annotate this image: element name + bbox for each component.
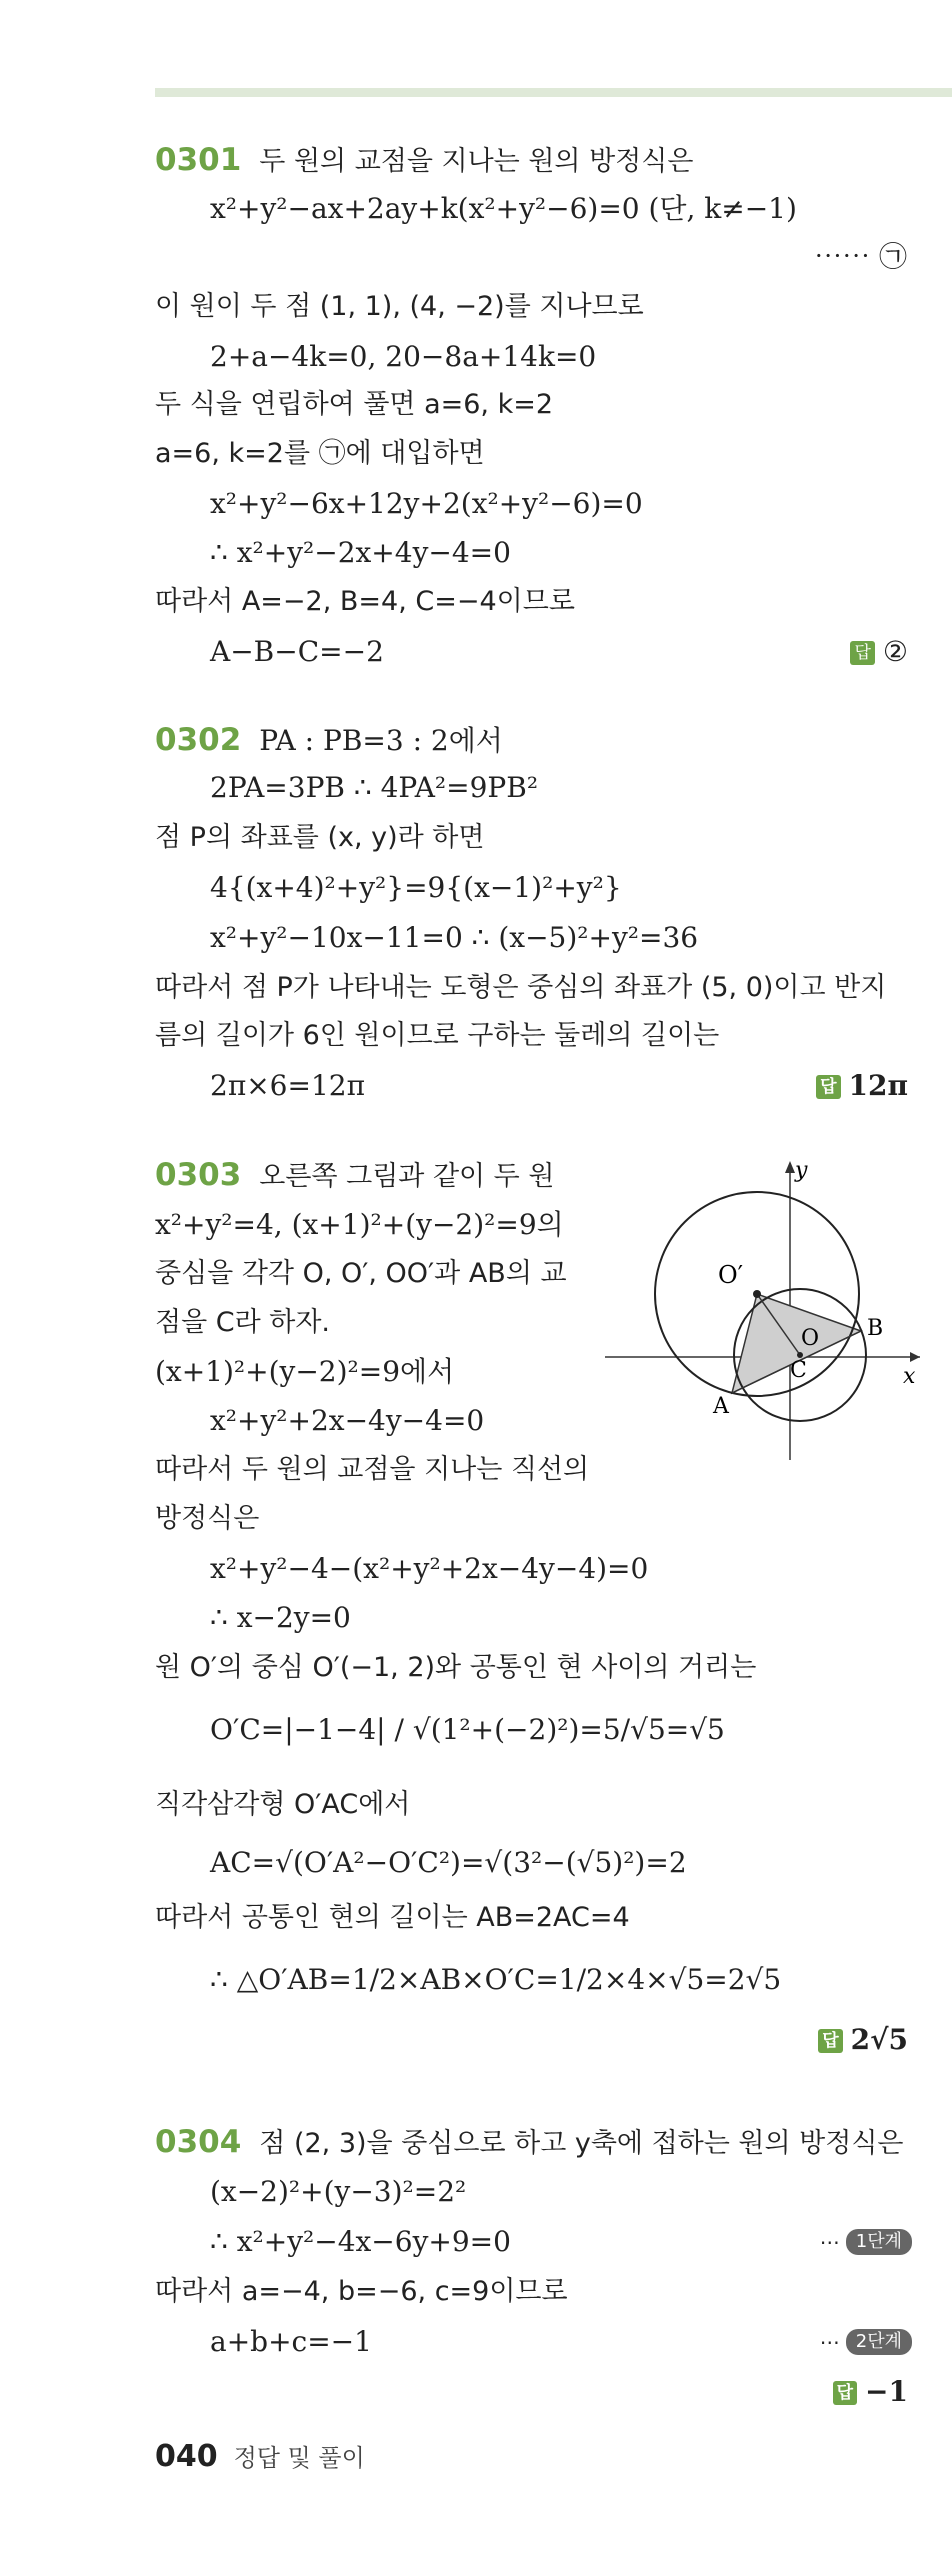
label-C: C [790, 1358, 807, 1383]
equation-line: A−B−C=−2 [210, 635, 384, 668]
text-line: 따라서 두 원의 교점을 지나는 직선의 [155, 1454, 590, 1485]
text-line: 따라서 a=−4, b=−6, c=9이므로 [155, 2276, 568, 2307]
equation-line: x²+y²−4−(x²+y²+2x−4y−4)=0 [210, 1552, 649, 1585]
text-line: 따라서 A=−2, B=4, C=−4이므로 [155, 586, 575, 617]
answer-tag: 답 [818, 2029, 842, 2053]
point-O-prime [753, 1290, 761, 1298]
text-line: x²+y²=4, (x+1)²+(y−2)²=9의 [155, 1208, 564, 1241]
text-line: (x+1)²+(y−2)²=9에서 [155, 1355, 455, 1388]
equation-line: a+b+c=−1 [210, 2325, 372, 2358]
equation-marker: ⋯⋯ ㉠ [814, 240, 907, 273]
label-O: O [801, 1326, 820, 1351]
answer-0303: 답 2√5 [818, 2020, 908, 2060]
equation-line: ∴ x²+y²−4x−6y+9=0 [210, 2225, 511, 2258]
problem-number: 0303 [155, 1157, 242, 1193]
text-line: 두 식을 연립하여 풀면 a=6, k=2 [155, 389, 554, 420]
equation-line: ∴ x²+y²−2x+4y−4=0 [210, 536, 511, 569]
text-line: 따라서 점 P가 나타내는 도형은 중심의 좌표가 (5, 0)이고 반지 [155, 972, 887, 1003]
text-line: 오른쪽 그림과 같이 두 원 [259, 1161, 555, 1192]
y-axis-arrow [785, 1161, 795, 1173]
text-line: 두 원의 교점을 지나는 원의 방정식은 [259, 146, 694, 177]
equation-line: ∴ x−2y=0 [210, 1601, 351, 1634]
page-number: 040 [155, 2439, 218, 2474]
problem-number: 0302 [155, 722, 242, 758]
answer-0301: 답 ② [850, 632, 908, 672]
answer-tag: 답 [850, 641, 874, 665]
answer-0302: 답 12π [816, 1066, 908, 1106]
equation-line: O′C=|−1−4| / √(1²+(−2)²)=5/√5=√5 [210, 1713, 725, 1746]
label-O-prime: O′ [718, 1261, 744, 1289]
step-marker-1: ⋯ 1단계 [820, 2222, 912, 2262]
text-line: 점 P의 좌표를 (x, y)라 하면 [155, 822, 485, 853]
equation-line: AC=√(O′A²−O′C²)=√(3²−(√5)²)=2 [210, 1846, 687, 1879]
equation-line: 2π×6=12π [210, 1069, 365, 1102]
top-divider [155, 88, 952, 97]
answer-0304: 답 −1 [833, 2372, 908, 2412]
equation-line: x²+y²+2x−4y−4=0 [210, 1404, 485, 1437]
problem-number: 0301 [155, 142, 242, 178]
page-footer [155, 2438, 365, 2474]
text-line: 방정식은 [155, 1503, 260, 1534]
text-line: 원 O′의 중심 O′(−1, 2)와 공통인 현 사이의 거리는 [155, 1652, 757, 1683]
answer-tag: 답 [816, 1075, 840, 1099]
equation-line: x²+y²−ax+2ay+k(x²+y²−6)=0 (단, k≠−1) [210, 192, 797, 225]
equation-line: 4{(x+4)²+y²}=9{(x−1)²+y²} [210, 871, 622, 904]
equation-line: x²+y²−10x−11=0 ∴ (x−5)²+y²=36 [210, 921, 699, 954]
text-line: PA : PB=3 : 2에서 [259, 724, 503, 757]
step-marker-2: ⋯ 2단계 [820, 2322, 912, 2362]
footer-label: 정답 및 풀이 [233, 2444, 365, 2472]
text-line: 름의 길이가 6인 원이므로 구하는 둘레의 길이는 [155, 1020, 720, 1051]
equation-line: 2+a−4k=0, 20−8a+14k=0 [210, 340, 597, 373]
text-line: 이 원이 두 점 (1, 1), (4, −2)를 지나므로 [155, 291, 644, 322]
equation-line: 2PA=3PB ∴ 4PA²=9PB² [210, 771, 539, 804]
problem-0304-header [155, 2122, 903, 2164]
text-line: 중심을 각각 O, O′, OO′과 AB의 교 [155, 1258, 567, 1289]
label-B: B [867, 1316, 884, 1341]
text-line: 따라서 공통인 현의 길이는 AB=2AC=4 [155, 1902, 630, 1933]
equation-line: x²+y²−6x+12y+2(x²+y²−6)=0 [210, 487, 643, 520]
equation-line: (x−2)²+(y−3)²=2² [210, 2175, 467, 2208]
problem-0303-header [155, 1155, 554, 1197]
x-axis-arrow [910, 1352, 920, 1362]
problem-0302-header [155, 720, 503, 761]
problem-number: 0304 [155, 2124, 242, 2160]
problem-0301-header [155, 140, 693, 182]
text-line: 점 (2, 3)을 중심으로 하고 y축에 접하는 원의 방정식은 [259, 2128, 904, 2159]
text-line: a=6, k=2를 ㉠에 대입하면 [155, 438, 485, 469]
label-x: x [903, 1364, 916, 1389]
label-y: y [795, 1158, 808, 1183]
text-line: 직각삼각형 O′AC에서 [155, 1789, 411, 1820]
answer-tag: 답 [833, 2381, 857, 2405]
two-circles-figure [605, 1155, 925, 1465]
label-A: A [713, 1394, 729, 1419]
text-line: 점을 C라 하자. [155, 1307, 331, 1338]
equation-line: ∴ △O′AB=1/2×AB×O′C=1/2×4×√5=2√5 [210, 1963, 782, 1996]
